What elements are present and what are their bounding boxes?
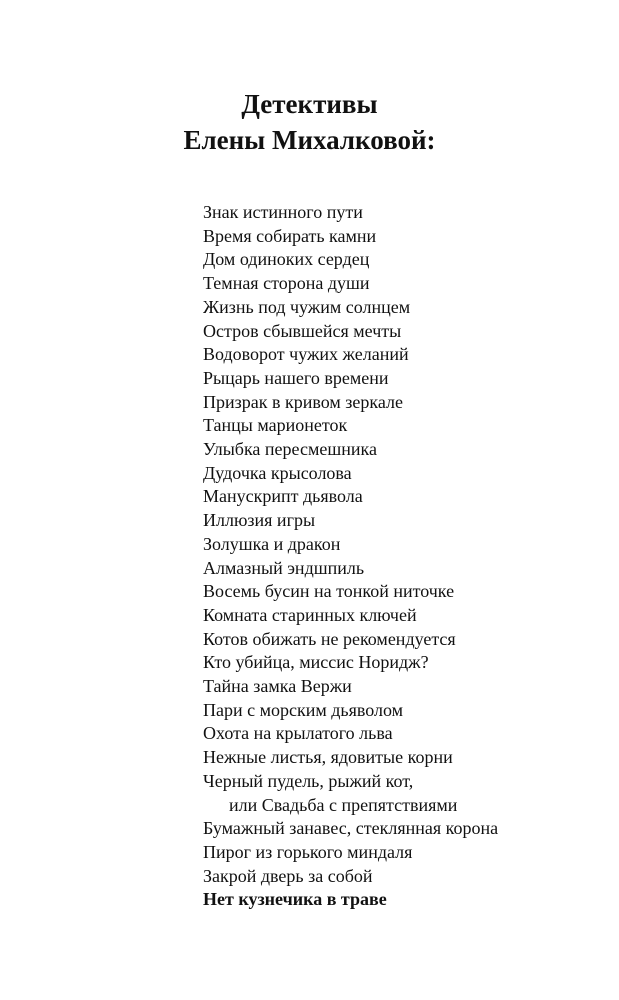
book-title: Комната старинных ключей — [203, 604, 417, 625]
book-title: Рыцарь нашего времени — [203, 367, 389, 388]
book-title: Призрак в кривом зеркале — [203, 391, 403, 412]
book-title: Остров сбывшейся мечты — [203, 320, 402, 341]
book-title: Восемь бусин на тонкой ниточке — [203, 581, 455, 602]
book-title: Время собирать камни — [203, 225, 377, 246]
heading-line-1: Детективы — [241, 89, 378, 119]
book-title-continuation: или Свадьба с препятствиями — [229, 794, 458, 815]
book-title: Водоворот чужих желаний — [203, 344, 409, 365]
book-title: Знак истинного пути — [203, 202, 363, 222]
book-title: Бумажный занавес, стеклянная корона — [203, 818, 499, 839]
book-title: Черный пудель, рыжий кот, — [203, 770, 414, 791]
book-title: Пирог из горького миндаля — [203, 841, 413, 862]
book-title: Дом одиноких сердец — [203, 249, 370, 270]
book-title: Нежные листья, ядовитые корни — [203, 747, 453, 768]
book-title: Танцы марионеток — [203, 415, 348, 436]
book-title: Охота на крылатого льва — [203, 723, 393, 744]
book-title: Пари с морским дьяволом — [203, 699, 404, 720]
page-heading — [0, 86, 619, 158]
book-titles-list — [203, 201, 498, 912]
book-title: Кто убийца, миссис Норидж? — [203, 652, 429, 673]
book-title: Иллюзия игры — [203, 510, 316, 531]
book-title: Котов обижать не рекомендуется — [203, 628, 456, 649]
book-title: Тайна замка Вержи — [203, 676, 352, 697]
book-title: Темная сторона души — [203, 273, 370, 294]
book-title: Жизнь под чужим солнцем — [203, 296, 411, 317]
book-title: Улыбка пересмешника — [203, 439, 377, 460]
book-title-current: Нет кузнечика в траве — [203, 889, 387, 910]
book-title: Алмазный эндшпиль — [203, 557, 365, 578]
book-title: Манускрипт дьявола — [203, 486, 363, 507]
heading-line-2: Елены Михалковой: — [183, 125, 436, 155]
book-title: Закрой дверь за собой — [203, 865, 373, 886]
book-title: Дудочка крысолова — [203, 462, 352, 483]
book-title: Золушка и дракон — [203, 533, 341, 554]
